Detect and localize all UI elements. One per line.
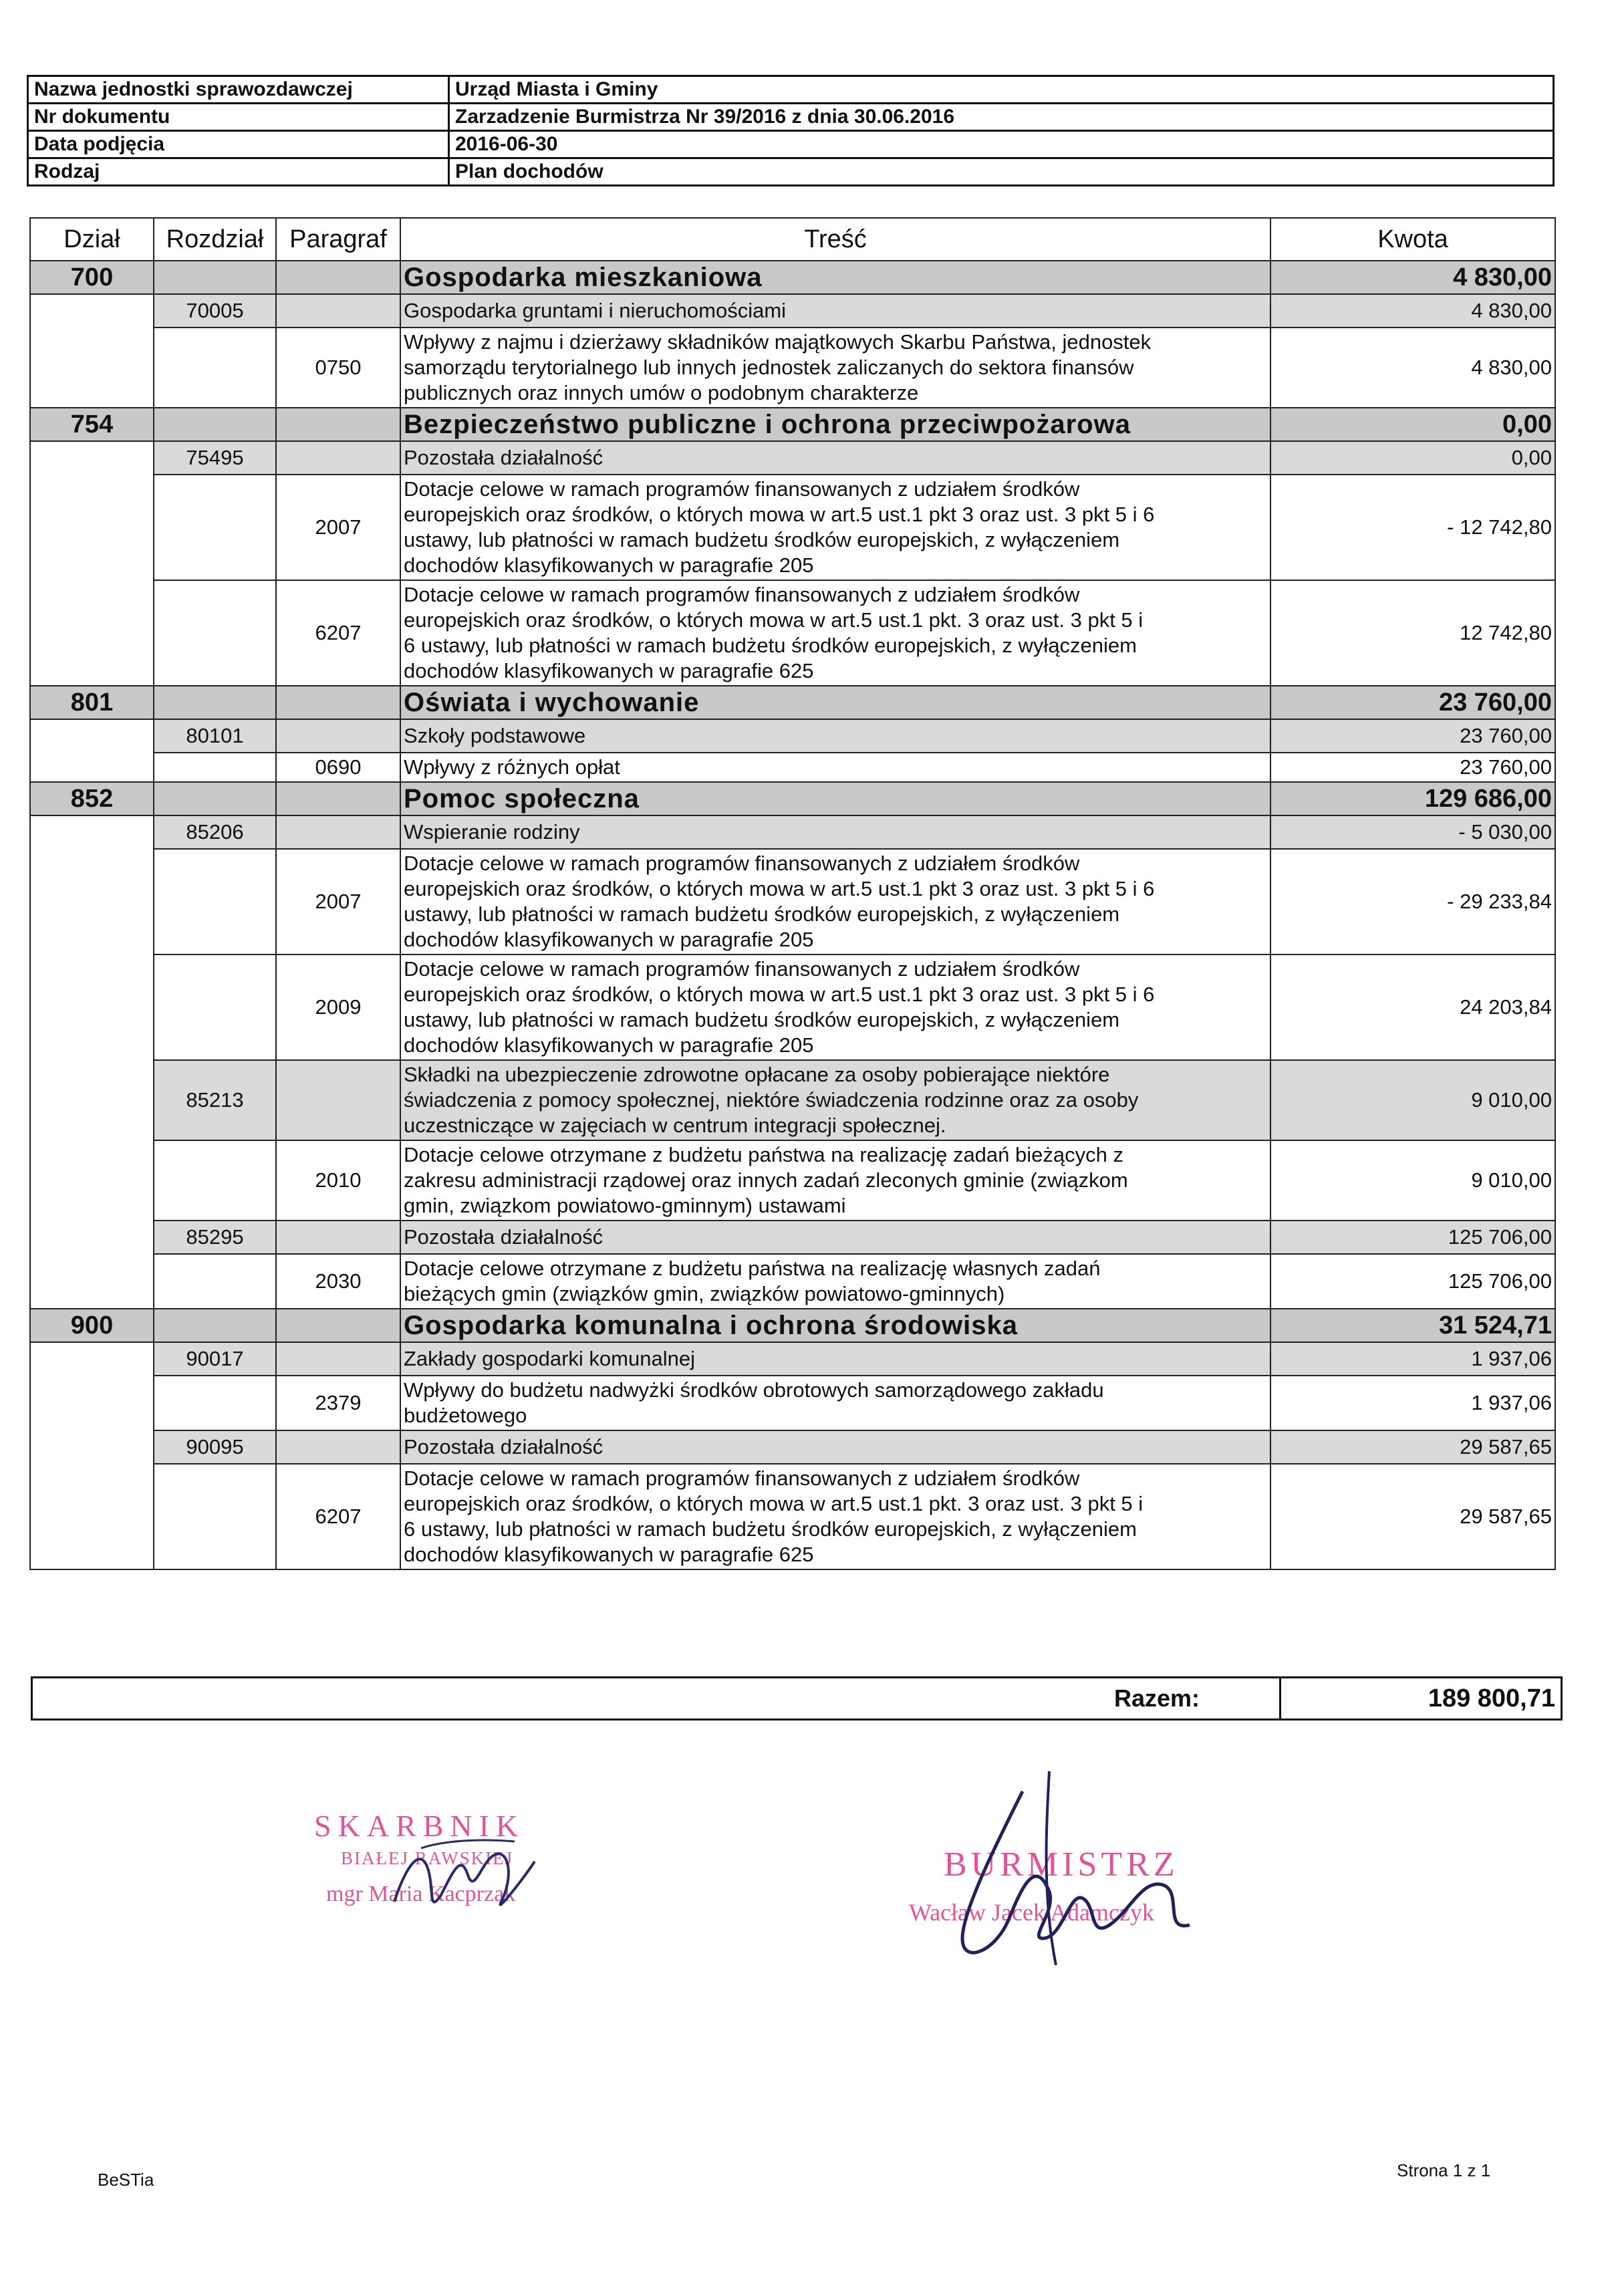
paragraf-row (30, 328, 1555, 408)
paragraf-code: 2379 (276, 1376, 400, 1430)
mayor-signature (922, 1765, 1203, 1979)
paragraf-row (30, 475, 1555, 580)
dzial-amount: 23 760,00 (1270, 686, 1555, 719)
description-line: uczestniczące w zajęciach w centrum integracji społecznej. (404, 1114, 946, 1137)
dzial-empty (276, 408, 400, 441)
rozdzial-code: 80101 (154, 719, 276, 753)
description-line: bieżących gmin (związków gmin, związków powiatowo-gminnych) (404, 1282, 1005, 1305)
dzial-row (30, 686, 1555, 719)
description-line: Dotacje celowe otrzymane z budżetu państwa na realizację zadań bieżących z (404, 1143, 1123, 1166)
rozdzial-row (30, 1342, 1555, 1376)
dzial-row (30, 408, 1555, 441)
paragraf-description (400, 753, 1270, 782)
header-info-row (28, 131, 1554, 158)
description-line: dochodów klasyfikowanych w paragrafie 205 (404, 553, 814, 577)
dzial-name: Pomoc społeczna (400, 782, 1270, 815)
description-line: samorządu terytorialnego lub innych jednostek zaliczanych do sektora finansów (404, 356, 1134, 379)
description-line: ustawy, lub płatności w ramach budżetu środków europejskich, z wyłączeniem (404, 528, 1120, 551)
description-line: europejskich oraz środków, o których mowa w art.5 ust.1 pkt 3 oraz ust. 3 pkt 5 i 6 (404, 503, 1155, 526)
header-info-value: Urząd Miasta i Gminy (449, 76, 1554, 104)
treasurer-stamp-name: mgr Maria Kacprzak (326, 1882, 516, 1906)
description-line: ustawy, lub płatności w ramach budżetu środków europejskich, z wyłączeniem (404, 902, 1120, 926)
description-line: publicznych oraz innych umów o podobnym charakterze (404, 381, 919, 404)
dzial-name: Gospodarka mieszkaniowa (400, 261, 1270, 294)
column-header-tresc: Treść (400, 218, 1270, 261)
header-info-value: Plan dochodów (449, 158, 1554, 186)
header-info-row (28, 104, 1554, 131)
paragraf-description (400, 580, 1270, 686)
treasurer-stamp-town: BIAŁEJ RAWSKIEJ (341, 1848, 514, 1868)
rozdzial-code: 75495 (154, 441, 276, 475)
paragraf-row (30, 580, 1555, 686)
description-line: 6 ustawy, lub płatności w ramach budżetu środków europejskich, z wyłączeniem (404, 1517, 1137, 1541)
paragraf-row (30, 1376, 1555, 1430)
rozdzial-code: 85206 (154, 815, 276, 849)
paragraf-amount: 9 010,00 (1270, 1140, 1555, 1221)
column-header-rozdzial: Rozdział (154, 218, 276, 261)
paragraf-description (400, 1254, 1270, 1309)
rozdzial-name: Pozostała działalność (400, 441, 1270, 475)
table-header-row (30, 218, 1555, 261)
paragraf-description (400, 1464, 1270, 1569)
dzial-empty (276, 1309, 400, 1342)
description-line: dochodów klasyfikowanych w paragrafie 205 (404, 1033, 814, 1057)
description-line: budżetowego (404, 1404, 527, 1427)
paragraf-amount: 1 937,06 (1270, 1376, 1555, 1430)
dzial-spacer (30, 815, 154, 1309)
rozdzial-code: 85213 (154, 1060, 276, 1140)
rozdzial-row (30, 441, 1555, 475)
rozdzial-name: Pozostała działalność (400, 1221, 1270, 1254)
dzial-spacer (30, 1342, 154, 1569)
rozdzial-empty (276, 1430, 400, 1464)
rozdzial-amount: - 5 030,00 (1270, 815, 1555, 849)
description-line: dochodów klasyfikowanych w paragrafie 625 (404, 1543, 814, 1566)
rozdzial-empty (276, 1221, 400, 1254)
paragraf-amount: 23 760,00 (1270, 753, 1555, 782)
mayor-stamp-title: BURMISTRZ (944, 1845, 1179, 1884)
rozdzial-empty (276, 1342, 400, 1376)
dzial-amount: 0,00 (1270, 408, 1555, 441)
description-line: gmin, związkom powiatowo-gminnym) ustawami (404, 1194, 846, 1217)
column-header-paragraf: Paragraf (276, 218, 400, 261)
dzial-code: 700 (30, 261, 154, 294)
header-info-row (28, 158, 1554, 186)
paragraf-amount: 12 742,80 (1270, 580, 1555, 686)
rozdzial-amount: 125 706,00 (1270, 1221, 1555, 1254)
dzial-name: Bezpieczeństwo publiczne i ochrona przeciwpożarowa (400, 408, 1270, 441)
rozdzial-amount: 0,00 (1270, 441, 1555, 475)
description-line: Wpływy z różnych opłat (404, 755, 620, 779)
rozdzial-name: Zakłady gospodarki komunalnej (400, 1342, 1270, 1376)
mayor-stamp-name: Wacław Jacek Adamczyk (909, 1899, 1154, 1926)
treasurer-signature (381, 1821, 541, 1928)
rozdzial-empty (276, 441, 400, 475)
paragraf-description (400, 1376, 1270, 1430)
paragraf-empty (154, 753, 276, 782)
paragraf-code: 0750 (276, 328, 400, 408)
dzial-empty (154, 261, 276, 294)
rozdzial-empty (276, 815, 400, 849)
paragraf-code: 2030 (276, 1254, 400, 1309)
rozdzial-empty (276, 294, 400, 328)
paragraf-code: 2007 (276, 475, 400, 580)
paragraf-amount: 29 587,65 (1270, 1464, 1555, 1569)
header-info-table (27, 75, 1555, 186)
dzial-amount: 31 524,71 (1270, 1309, 1555, 1342)
paragraf-empty (154, 580, 276, 686)
dzial-empty (276, 686, 400, 719)
rozdzial-name (400, 1060, 1270, 1140)
paragraf-row (30, 954, 1555, 1060)
description-line: 6 ustawy, lub płatności w ramach budżetu środków europejskich, z wyłączeniem (404, 634, 1137, 657)
paragraf-row (30, 849, 1555, 954)
rozdzial-amount: 9 010,00 (1270, 1060, 1555, 1140)
paragraf-empty (154, 1464, 276, 1569)
description-line: Wpływy z najmu i dzierżawy składników majątkowych Skarbu Państwa, jednostek (404, 330, 1152, 354)
paragraf-empty (154, 1376, 276, 1430)
dzial-code: 801 (30, 686, 154, 719)
paragraf-code: 2007 (276, 849, 400, 954)
paragraf-amount: 125 706,00 (1270, 1254, 1555, 1309)
description-line: europejskich oraz środków, o których mowa w art.5 ust.1 pkt. 3 oraz ust. 3 pkt 5 i (404, 1492, 1144, 1515)
total-row (31, 1676, 1563, 1720)
header-info-label: Data podjęcia (28, 131, 449, 158)
description-line: Dotacje celowe w ramach programów finansowanych z udziałem środków (404, 477, 1080, 501)
dzial-name: Gospodarka komunalna i ochrona środowiska (400, 1309, 1270, 1342)
description-line: ustawy, lub płatności w ramach budżetu środków europejskich, z wyłączeniem (404, 1008, 1120, 1031)
rozdzial-amount: 29 587,65 (1270, 1430, 1555, 1464)
header-info-value: Zarzadzenie Burmistrza Nr 39/2016 z dnia 30.06.2016 (449, 104, 1554, 131)
paragraf-description (400, 954, 1270, 1060)
paragraf-row (30, 753, 1555, 782)
rozdzial-row (30, 719, 1555, 753)
rozdzial-name: Gospodarka gruntami i nieruchomościami (400, 294, 1270, 328)
description-line: europejskich oraz środków, o których mowa w art.5 ust.1 pkt. 3 oraz ust. 3 pkt 5 i (404, 608, 1144, 632)
dzial-code: 900 (30, 1309, 154, 1342)
paragraf-empty (154, 954, 276, 1060)
dzial-spacer (30, 294, 154, 408)
header-info-label: Nazwa jednostki sprawozdawczej (28, 76, 449, 104)
total-label: Razem: (1113, 1684, 1200, 1712)
paragraf-amount: - 12 742,80 (1270, 475, 1555, 580)
rozdzial-code: 90017 (154, 1342, 276, 1376)
paragraf-code: 2010 (276, 1140, 400, 1221)
header-info-value: 2016-06-30 (449, 131, 1554, 158)
description-line: Składki na ubezpieczenie zdrowotne opłacane za osoby pobierające niektóre (404, 1063, 1110, 1086)
rozdzial-amount: 4 830,00 (1270, 294, 1555, 328)
paragraf-code: 2009 (276, 954, 400, 1060)
treasurer-stamp (314, 1808, 595, 1928)
dzial-spacer (30, 719, 154, 782)
dzial-empty (276, 261, 400, 294)
rozdzial-code: 90095 (154, 1430, 276, 1464)
paragraf-empty (154, 328, 276, 408)
header-info-label: Nr dokumentu (28, 104, 449, 131)
dzial-empty (154, 408, 276, 441)
description-line: Dotacje celowe otrzymane z budżetu państwa na realizację własnych zadań (404, 1257, 1101, 1280)
rozdzial-name: Szkoły podstawowe (400, 719, 1270, 753)
paragraf-empty (154, 475, 276, 580)
column-header-kwota: Kwota (1270, 218, 1555, 261)
rozdzial-empty (276, 719, 400, 753)
dzial-row (30, 1309, 1555, 1342)
description-line: Wpływy do budżetu nadwyżki środków obrotowych samorządowego zakładu (404, 1378, 1104, 1402)
dzial-spacer (30, 441, 154, 686)
paragraf-code: 6207 (276, 1464, 400, 1569)
mayor-stamp (909, 1825, 1230, 1958)
description-line: świadczenia z pomocy społecznej, niektóre świadczenia rodzinne oraz za osoby (404, 1088, 1139, 1112)
description-line: dochodów klasyfikowanych w paragrafie 625 (404, 659, 814, 682)
paragraf-empty (154, 1254, 276, 1309)
paragraf-row (30, 1140, 1555, 1221)
rozdzial-row (30, 1430, 1555, 1464)
paragraf-row (30, 1254, 1555, 1309)
paragraf-description (400, 1140, 1270, 1221)
rozdzial-row (30, 294, 1555, 328)
dzial-amount: 4 830,00 (1270, 261, 1555, 294)
dzial-row (30, 261, 1555, 294)
rozdzial-amount: 1 937,06 (1270, 1342, 1555, 1376)
description-line: zakresu administracji rządowej oraz innych zadań zleconych gminie (związkom (404, 1168, 1128, 1192)
header-info-label: Rodzaj (28, 158, 449, 186)
dzial-empty (276, 782, 400, 815)
description-line: Dotacje celowe w ramach programów finansowanych z udziałem środków (404, 583, 1080, 606)
paragraf-code: 0690 (276, 753, 400, 782)
rozdzial-row (30, 815, 1555, 849)
dzial-code: 754 (30, 408, 154, 441)
paragraf-amount: - 29 233,84 (1270, 849, 1555, 954)
dzial-empty (154, 1309, 276, 1342)
paragraf-row (30, 1464, 1555, 1569)
description-line: Dotacje celowe w ramach programów finansowanych z udziałem środków (404, 1466, 1080, 1490)
rozdzial-code: 70005 (154, 294, 276, 328)
paragraf-code: 6207 (276, 580, 400, 686)
dzial-name: Oświata i wychowanie (400, 686, 1270, 719)
description-line: europejskich oraz środków, o których mowa w art.5 ust.1 pkt 3 oraz ust. 3 pkt 5 i 6 (404, 983, 1155, 1006)
rozdzial-name: Pozostała działalność (400, 1430, 1270, 1464)
dzial-code: 852 (30, 782, 154, 815)
total-value: 189 800,71 (1428, 1684, 1555, 1712)
column-header-dzial: Dział (30, 218, 154, 261)
header-info-row (28, 76, 1554, 104)
dzial-amount: 129 686,00 (1270, 782, 1555, 815)
description-line: europejskich oraz środków, o których mowa w art.5 ust.1 pkt 3 oraz ust. 3 pkt 5 i 6 (404, 877, 1155, 900)
treasurer-stamp-title: SKARBNIK (314, 1809, 525, 1843)
revenue-plan-table (29, 217, 1556, 1570)
footer-software: BeSTia (98, 2170, 154, 2190)
rozdzial-amount: 23 760,00 (1270, 719, 1555, 753)
paragraf-amount: 24 203,84 (1270, 954, 1555, 1060)
paragraf-amount: 4 830,00 (1270, 328, 1555, 408)
paragraf-empty (154, 1140, 276, 1221)
description-line: Dotacje celowe w ramach programów finansowanych z udziałem środków (404, 957, 1080, 981)
rozdzial-code: 85295 (154, 1221, 276, 1254)
dzial-empty (154, 782, 276, 815)
paragraf-description (400, 849, 1270, 954)
rozdzial-row (30, 1221, 1555, 1254)
paragraf-description (400, 328, 1270, 408)
rozdzial-empty (276, 1060, 400, 1140)
paragraf-empty (154, 849, 276, 954)
description-line: dochodów klasyfikowanych w paragrafie 205 (404, 928, 814, 951)
rozdzial-row (30, 1060, 1555, 1140)
description-line: Dotacje celowe w ramach programów finansowanych z udziałem środków (404, 852, 1080, 875)
rozdzial-name: Wspieranie rodziny (400, 815, 1270, 849)
footer-page-number: Strona 1 z 1 (1397, 2160, 1491, 2180)
dzial-row (30, 782, 1555, 815)
dzial-empty (154, 686, 276, 719)
paragraf-description (400, 475, 1270, 580)
